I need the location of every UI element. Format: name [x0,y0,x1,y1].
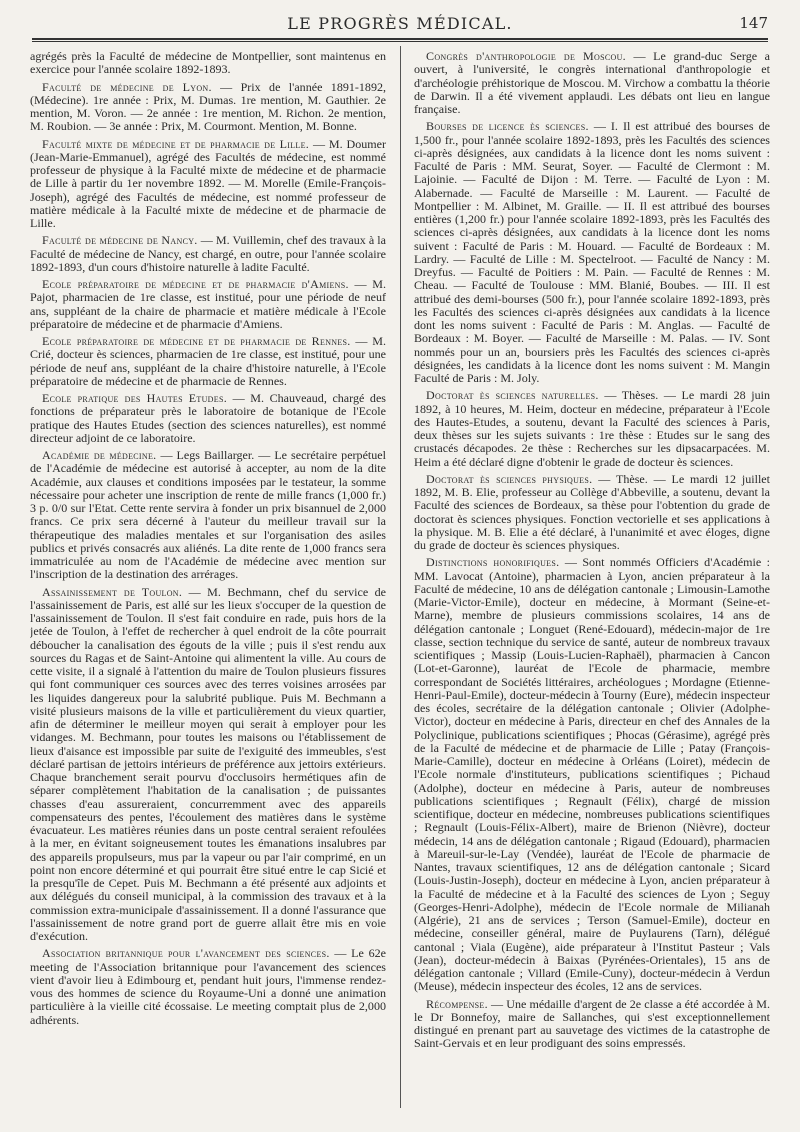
article-paragraph [30,138,386,231]
article-text: — I. Il est attribué des bourses de 1,500 fr., pour l'année scolaire 1892-1893, près les Facultés des sciences ci-après désignées, aux candidats à la licence dont les noms suivent : Faculté de Paris : MM. Seurat, Soyer. — Faculté de Clermont : M. Lajoinie. — Faculté de Dijon : M. Terre. — Faculté de Lyon : M. Alabernade. — Faculté de Marseille : M. Laurent. — Faculté de Montpellier : M. Albinet, M. Graille. — II. Il est attribué des bourses entières (1,200 fr.) pour l'année scolaire 1892-1893, près les Facultés des sciences ci-après désignées, aux candidats à la licence dont les noms suivent : Faculté de Paris : M. Houard. — Faculté de Bordeaux : M. Lardry. — Faculté de Lille : M. Spectelroot. — Faculté de Nancy : M. Dreyfus. — Faculté de Poitiers : M. Pain. — Faculté de Rennes : M. Cheau. — Faculté de Toulouse : MM. Blanié, Boubes. — III. Il est attribué des demi-bourses (500 fr.), pour l'année scolaire 1892-1893, près les Facultés des sciences ci-après désignées aux candidats à la licence dont les noms suivent : Faculté de Paris : M. Anglas. — Faculté de Bordeaux : M. Boyer. — Faculté de Marseille : M. Palas. — IV. Sont nommés pour un an, boursiers près les Facultés des sciences ci-après désignées, les candidats à la licence dont les noms suivent : M. Mangin Faculté de Paris : M. Joly. [414,119,770,385]
article-paragraph [30,449,386,582]
article-paragraph [30,278,386,331]
article-paragraph [414,50,770,116]
article-text: — Thèses. — Le mardi 28 juin 1892, à 10 heures, M. Heim, docteur en médecine, préparateur à l'Ecole des Hautes-Etudes, a soutenu, devant la Faculté des sciences à Paris, deux thèses sur les sujets suivants : 1re thèse : Etudes sur le sang des crustacés décapodes. 2e thèse : Recherches sur les dipsacarpacées. M. Heim a été déclaré digne d'obtenir le grade de docteur ès sciences. [414,388,770,469]
article-paragraph [30,81,386,134]
right-column [414,50,770,1110]
article-text: — M. Chauveaud, chargé des fonctions de préparateur près le laboratoire de botanique de l'Ecole pratique des Hautes Etudes (section des sciences naturelles), est nommé directeur adjoint de ce laboratoire. [30,391,386,445]
header-rule-thick [32,38,768,40]
article-text: — Prix de l'année 1891-1892, (Médecine). 1re année : Prix, M. Dumas. 1re mention, M. Gauthier. 2e mention, M. Voron. — 2e année : 1re mention, M. Richon. 2e mention, M. Roubion. — 3e année : Prix, M. Courmont. Mention, M. Bonne. [30,79,386,134]
article-heading: Faculté mixte de médecine et de pharmacie de Lille. [42,136,310,151]
article-paragraph [30,50,386,77]
header-rule-thin [32,41,768,42]
article-paragraph [414,120,770,385]
article-text: — Sont nommés Officiers d'Académie : MM. Lavocat (Antoine), pharmacien à Lyon, ancien préparateur à la Faculté de médecine, 10 ans de délégation cantonale ; Limousin-Lamothe (Marie-Victor-Emile), docteur en médecine, à Mormant (Seine-et-Marne), membre de plusieurs commissions scolaires, 14 ans de délégation cantonale ; Longuet (René-Edouard), médecin-major de 1re classe, section technique du service de santé, auteur de nombreux travaux scientifiques ; Massip (Louis-Lucien-Raphaël), pharmacien à Cancon (Lot-et-Garonne), lauréat de l'Ecole de pharmacie, membre correspondant de Sociétés littéraires, archéologues ; Mordagne (Etienne-Henri-Paul-Emile), docteur-médecin à Tourny (Eure), médecin inspecteur des écoles, secrétaire de la délégation cantonale ; Olivier (Adolphe-Victor), docteur en médecine à Paris, directeur en chef des Annales de la Polyclinique, publications scientifiques ; Phocas (Gérasime), agrégé près de la Faculté de médecine et de pharmacie de Lille ; Patay (François-Marie-Camille), docteur en médecine à Orléans (Loiret), médecin de l'Ecole normale d'instituteurs, publications scientifiques ; Pichaud (Adolphe), docteur en médecine à Paris, auteur de nombreuses publications scientifiques ; Regnault (Félix), chargé de mission scientifique, docteur en médecine, nombreuses publications scientifiques ; Regnault (Louis-Félix-Albert), maire de Brienon (Nièvre), docteur médecin, 14 ans de délégation cantonale ; Rigaud (Edouard), pharmacien à Mareuil-sur-le-Lay (Vendée), lauréat de l'Ecole de pharmacie de Nantes, travaux scientifiques, 12 ans de délégation cantonale ; Sicard (Louis-Justin-Joseph), docteur en médecine à Lyon, ancien préparateur à la Faculté de médecine et à la Faculté des sciences de Lyon ; Seguy (Georges-Henri-Adolphe), médecin de l'Ecole normale de Milianah (Algérie), 21 ans de services ; Terson (Samuel-Emile), docteur en médecine, conseiller général, maire de Puylaurens (Tarn), délégué cantonal ; Viala (Eugène), aide préparateur à l'Institut Pasteur ; Vals (Jean), docteur-médecin à Baixas (Pyrénées-Orientales), 15 ans de délégation cantonale ; Villard (Emile-Cuny), docteur-médecin à Verdun (Meuse), médecin inspecteur des écoles, 12 ans de services. [414,555,770,994]
article-paragraph [30,234,386,274]
article-paragraph [414,389,770,469]
article-text: — Legs Baillarger. — Le secrétaire perpétuel de l'Académie de médecine est autorisé à accepter, au nom de la dite Académie, aux clauses et conditions imposées par le testateur, la somme nécessaire pour acheter une inscription de rente de mille francs (1,000 fr.) 3 p. 0/0 sur l'Etat. Cette rente servira à fonder un prix bisannuel de 2,000 francs. Ce prix sera décerné à l'auteur du meilleur travail sur la thérapeutique des maladies mentales et sur l'organisation des asiles publics et privés consacrés aux aliénés. La dite rente de 1,000 francs sera immatriculée au nom de l'Académie de médecine avec mention sur l'inscription de la destination des arrérages. [30,448,386,582]
article-heading: Ecole préparatoire de médecine et de pharmacie d'Amiens. [42,277,349,291]
article-paragraph [414,998,770,1051]
article-paragraph [30,947,386,1027]
article-paragraph [30,335,386,388]
left-column [30,50,386,1110]
article-heading: Faculté de médecine de Lyon. [42,79,212,94]
article-text: — M. Doumer (Jean-Marie-Emmanuel), agrégé des Facultés de médecine, est nommé professeur de physique à la Faculté mixte de médecine et de pharmacie de Lille à partir du 1er novembre 1892. — M. Morelle (Emile-François-Joseph), agrégé des Facultés de médecine, est nommé professeur de matière médicale à la Faculté mixte de médecine et de pharmacie de Lille. [30,136,386,230]
journal-title: LE PROGRÈS MÉDICAL. [287,14,513,33]
article-text: — Le 62e meeting de l'Association britannique pour l'avancement des sciences vient d'avoir lieu à Edimbourg et, pendant huit jours, l'immense rendez-vous des hommes de science du Royaume-Uni a donné une animation particulière à la vieille cité écossaise. Le meeting comptait plus de 2,000 adhérents. [30,946,386,1027]
article-heading: Ecole pratique des Hautes Etudes. [42,391,228,405]
article-heading: Académie de médecine. [42,448,157,462]
article-text: — Thèse. — Le mardi 12 juillet 1892, M. B. Elie, professeur au Collège d'Abbeville, a soutenu, devant la Faculté des sciences de Bordeaux, sa thèse pour l'obtention du grade de doctorat ès sciences physiques. Fonction vectorielle et ses applications à la physique. M. B. Elie a été déclaré, à l'unanimité et avec éloges, digne du grade de docteur ès sciences physiques. [414,471,770,552]
article-heading: Bourses de licence ès sciences. [426,119,589,134]
article-text: — M. Pajot, pharmacien de 1re classe, est institué, pour une période de neuf ans, suppléant de la chaire de pharmacie et matière médicale à l'Ecole préparatoire de médecine et de pharmacie d'Amiens. [30,277,386,331]
article-paragraph [414,473,770,553]
article-text: — M. Vuillemin, chef des travaux à la Faculté de médecine de Nancy, est chargé, en outre, pour l'année scolaire 1892-1893, d'un cours d'histoire naturelle à ladite Faculté. [30,233,386,274]
article-heading: Doctorat ès sciences physiques. [426,471,593,486]
article-paragraph [30,392,386,445]
article-text: — Une médaille d'argent de 2e classe a été accordée à M. le Dr Bonnefoy, maire de Sallanches, qui s'est exceptionnellement distingué en prenant part au sauvetage des victimes de la catastrophe de Saint-Gervais et en leur prodiguant des soins empressés. [414,996,770,1051]
page-header [32,14,768,38]
article-heading: Congrès d'anthropologie de Moscou. [426,50,626,63]
column-divider [400,46,401,1108]
article-text: — M. Crié, docteur ès sciences, pharmacien de 1re classe, est institué, pour une période de neuf ans, suppléant de la chaire d'histoire naturelle, à l'Ecole préparatoire de médecine et de pharmacie de Rennes. [30,334,386,388]
article-heading: Association britannique pour l'avancement des sciences. [42,946,330,961]
article-heading: Assainissement de Toulon. [42,584,183,599]
article-text: — Le grand-duc Serge a ouvert, à l'université, le congrès international d'anthropologie et d'archéologie préhistorique de Moscou. M. Virchow a combattu la théorie de Darwin. Il a été vivement applaudi. Les débats ont lieu en langue française. [414,50,770,116]
article-heading: Faculté de médecine de Nancy. [42,233,198,248]
page-number: 147 [739,14,768,32]
article-text: agrégés près la Faculté de médecine de Montpellier, sont maintenus en exercice pour l'année scolaire 1892-1893. [30,50,386,77]
article-text: — M. Bechmann, chef du service de l'assainissement de Paris, est allé sur les lieux s'occuper de la question de l'assainissement de Toulon. Il s'est fait conduire en rade, puis hors de la jetée de Toulon, à l'effet de rechercher à quel endroit de la côte pourrait déboucher la canalisation des égouts de la ville ; puis il s'est rendu aux sources du Ragas et de Saint-Antoine qui alimentent la ville. Au cours de cette visite, il a signalé à l'attention du maire de Toulon plusieurs fissures qui font communiquer ces sources avec des terres voisines arrosées par les liquides dangereux pour la salubrité publique. Puis M. Bechmann a visité plusieurs maisons de la ville et particulièrement du vieux quartier, afin de déterminer le meilleur moyen qui serait à employer pour les vidanges. M. Bechmann, pour toutes les maisons ou l'établissement de lieux d'aisance est impossible par suite de l'exiguité des immeubles, s'est déclaré partisan de jettoirs intérieurs de préférence aux jettoirs extérieurs. Chaque branchement serait pourvu d'occlusoirs hermétiques afin de séparer complètement l'habitation de la canalisation ; de puissantes chasses d'eau assureraient, concurremment avec des appareils compensateurs des pentes, l'écoulement des matières dans le système évacuateur. Les matières réunies dans un poste central seraient refoulées à la mer, en évitant soigneusement toutes les émanations insalubres par des appareils propulseurs, mus par la vapeur ou par l'air comprimé, en un point non encore déterminé et qui pourrait être situé entre le cap Sicié et la presqu'île de Cepet. Puis M. Bechmann a été présenté aux adjoints et aux délégués du conseil municipal, à la commission des travaux et à la commission extra-municipale d'assainissement. Il a donné l'assurance que l'assainissement de notre grand port de guerre allait être mis en voie d'exécution. [30,584,386,943]
article-paragraph [30,586,386,944]
article-paragraph [414,556,770,993]
article-heading: Ecole préparatoire de médecine et de pharmacie de Rennes. [42,334,351,348]
article-heading: Doctorat ès sciences naturelles. [426,388,599,403]
article-heading: Récompense. [426,996,488,1011]
article-heading: Distinctions honorifiques. [426,555,560,570]
